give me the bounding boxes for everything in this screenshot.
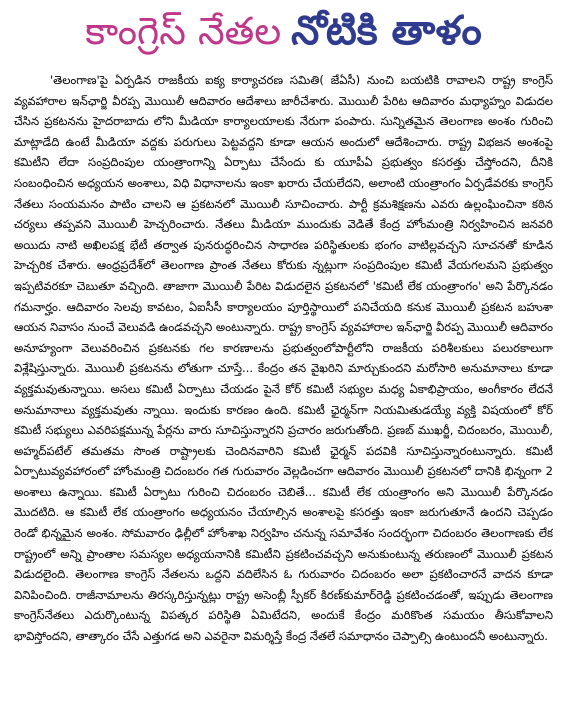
headline-part2: నోటికి తాళం bbox=[291, 8, 482, 54]
headline-part1: కాంగ్రెస్ నేతల bbox=[85, 9, 282, 53]
article-body bbox=[14, 70, 553, 710]
headline bbox=[14, 6, 553, 66]
article-paragraph: 'తెలంగాణ'పై ఏర్పడిన రాజకీయ ఐక్య కార్యాచరణ సమితి( జేఏసీ) నుంచి బయటికి రావాలని రాష్ట్ర కాంగ్రెస్ వ్యవహారాల ఇన్‌ఛార్జి వీరప్ప మొయిలీ ఆదివారం ఆదేశాలు జారీచేశారు. మొయిలీ పేరిట ఆదివారం మధ్యాహ్నం విడుదల చేసిన ప్రకటనను హైదరాబాదు లోని మీడియా కార్యాలయాలకు నేరుగా పంపారు. సున్నితమైన తెలంగాణ అంశం గురించి మాట్లాడేది ఉంటే మీడియా వద్దకు పరుగులు పెట్టవద్దని కూడా ఆయన అందులో ఆదేశించారు. రాష్ట్ర విభజన అంశంపై కమిటీని లేదా సంప్రదింపుల యంత్రాంగాన్ని ఏర్పాటు చేసేందు కు యూపీఏ ప్రభుత్వం కసరత్తు చేస్తోందని, దీనికి సంబంధించిన అధ్యయన అంశాలు, విధి విధానాలను ఇంకా ఖరారు చేయలేదని, అలాంటి యంత్రాంగం ఏర్పడేవరకు కాంగ్రెస్ నేతలు సంయమనం పాటిం చాలని ఆ ప్రకటనలో మొయిలీ సూచించారు. పార్టీ క్రమశిక్షణను ఎవరు ఉల్లంఘించినా కఠిన చర్యలు తప్పవని మొయిలీ హెచ్చరించారు. నేతలు మీడియా ముందుకు వెడితే కేంద్ర హోంమంత్రి నిర్వహించిన జనవరి అయిదు నాటి అఖిలపక్ష భేటీ తర్వాత పునరుద్ధరించిన సాధారణ పరిస్థితులకు భంగం వాటిల్లవచ్చని సూచనతో కూడిన హెచ్చరిక చేశారు. ఆంధ్రప్రదేశ్‌లో తెలంగాణ ప్రాంత నేతలు కోరుకు న్నట్లుగా సంప్రదింపుల కమిటీ వేయగలమని ప్రభుత్వం ఇప్పటివరకూ చెబుతూ వచ్చింది. తాజాగా మొయిలీ పేరిట విడుదలైన ప్రకటనలో 'కమిటీ లేక యంత్రాంగం' అని పేర్కొనడం గమనార్హం. ఆదివారం సెలవు కావటం, ఏఐసీసీ కార్యాలయం పూర్తిస్థాయిలో పనిచేయది కనుక మొయిలీ ప్రకటన బహుశా ఆయన నివాసం నుంచే వెలువడి ఉండవచ్చని అంటున్నారు. రాష్ట్ర కాంగ్రెస్ వ్యవహారాల ఇన్‌ఛార్జి వీరప్ప మొయిలీ ఆదివారం అనూహ్యంగా వెలువరించిన ప్రకటనకు గల కారణాలను ప్రభుత్వంలోపార్టీలోని రాజకీయ పరిశీలకులు పలురకాలుగా విశ్లేషిస్తున్నారు. మొయిలీ ప్రకటనను లోతుగా చూస్తే... కేంద్రం తన వైఖరిని మార్చుకుందని మరోసారి అనుమానాలు కూడా వ్యక్తమవుతున్నాయి. అసలు కమిటీ ఏర్పాటు చేయడం పైనే కోర్ కమిటీ సభ్యుల మధ్య ఏకాభిప్రాయం, అంగీకారం లేదనే అనుమానాలు వ్యక్తమవుతు న్నాయి. ఇందుకు కారణం ఉంది. కమిటీ ఛైర్మన్‌గా నియమితుడయ్యే వ్యక్తి విషయంలో కోర్ కమిటీ సభ్యులు ఎవరిపక్షమున్న పేర్లను వారు సూచిస్తున్నారని ప్రచారం జరుగుతోంది. ప్రణబ్ ముఖర్జీ, చిదంబరం, మొయిలీ, అహ్మద్‌పటేల్ తమతమ సొంత రాష్ట్రాలకు చెందినవారిని కమిటీ ఛైర్మన్ పదవికి సూచిస్తున్నారంటున్నారు. కమిటీ ఏర్పాటువ్యవహారంలో హోంమంత్రి చిదంబరం గత గురువారం వెల్లడించగా ఆదివారం మొయిలీ ప్రకటనలో దానికి భిన్నంగా 2 అంశాలు ఉన్నాయి. కమిటీ ఏర్పాటు గురించి చిదంబరం చెబితే... కమిటీ లేక యంత్రాంగం అని మొయిలీ పేర్కొనడం మొదటిది. ఆ కమిటీ లేక యంత్రాంగం అధ్యయనం చేయాల్సిన అంశాలపై కసరత్తు ఇంకా జరుగుతూనే ఉందని చెప్పడం రెండో భిన్నమైన అంశం. సోమవారం ఢిల్లీలో హోంశాఖ నిర్వహిం చనున్న సమావేశం సందర్భంగా చిదంబరం తెలంగాణకు లేక రాష్ట్రంలో అన్ని ప్రాంతాల సమస్యల అధ్యయనానికి కమిటీని ప్రకటించవచ్చని అనుకుంటున్న తరుణంలో మొయిలీ ప్రకటన విడుదలైంది. తెలంగాణ కాంగ్రెస్ నేతలను ఒద్దని వదిలేసిన ఓ గురువారం చిదంబరం అలా ప్రకటించారనే వాదన కూడా వినిపించింది. రాజీనామాలను తిరస్కరిస్తున్నట్లు రాష్ట్ర అసెంబ్లీ స్పీకర్ కిరణ్‌కుమార్‌రెడ్డి ప్రకటించడంతో, ఇప్పుడు తెలంగాణ కాంగ్రెస్‌నేతలు ఎదుర్కొంటున్న విపత్కర పరిస్థితి ఏమిటేదని, అందుకే కేంద్రం మరికొంత సమయం తీసుకోవాలని భావిస్తోందని, తాత్కారం చేసే ఎత్తుగడ అని ఎవరైనా విమర్శిస్తే కేంద్ర నేతలే సమాధానం చెప్పాల్సి ఉంటుందనీ అంటున్నారు. bbox=[14, 73, 553, 644]
